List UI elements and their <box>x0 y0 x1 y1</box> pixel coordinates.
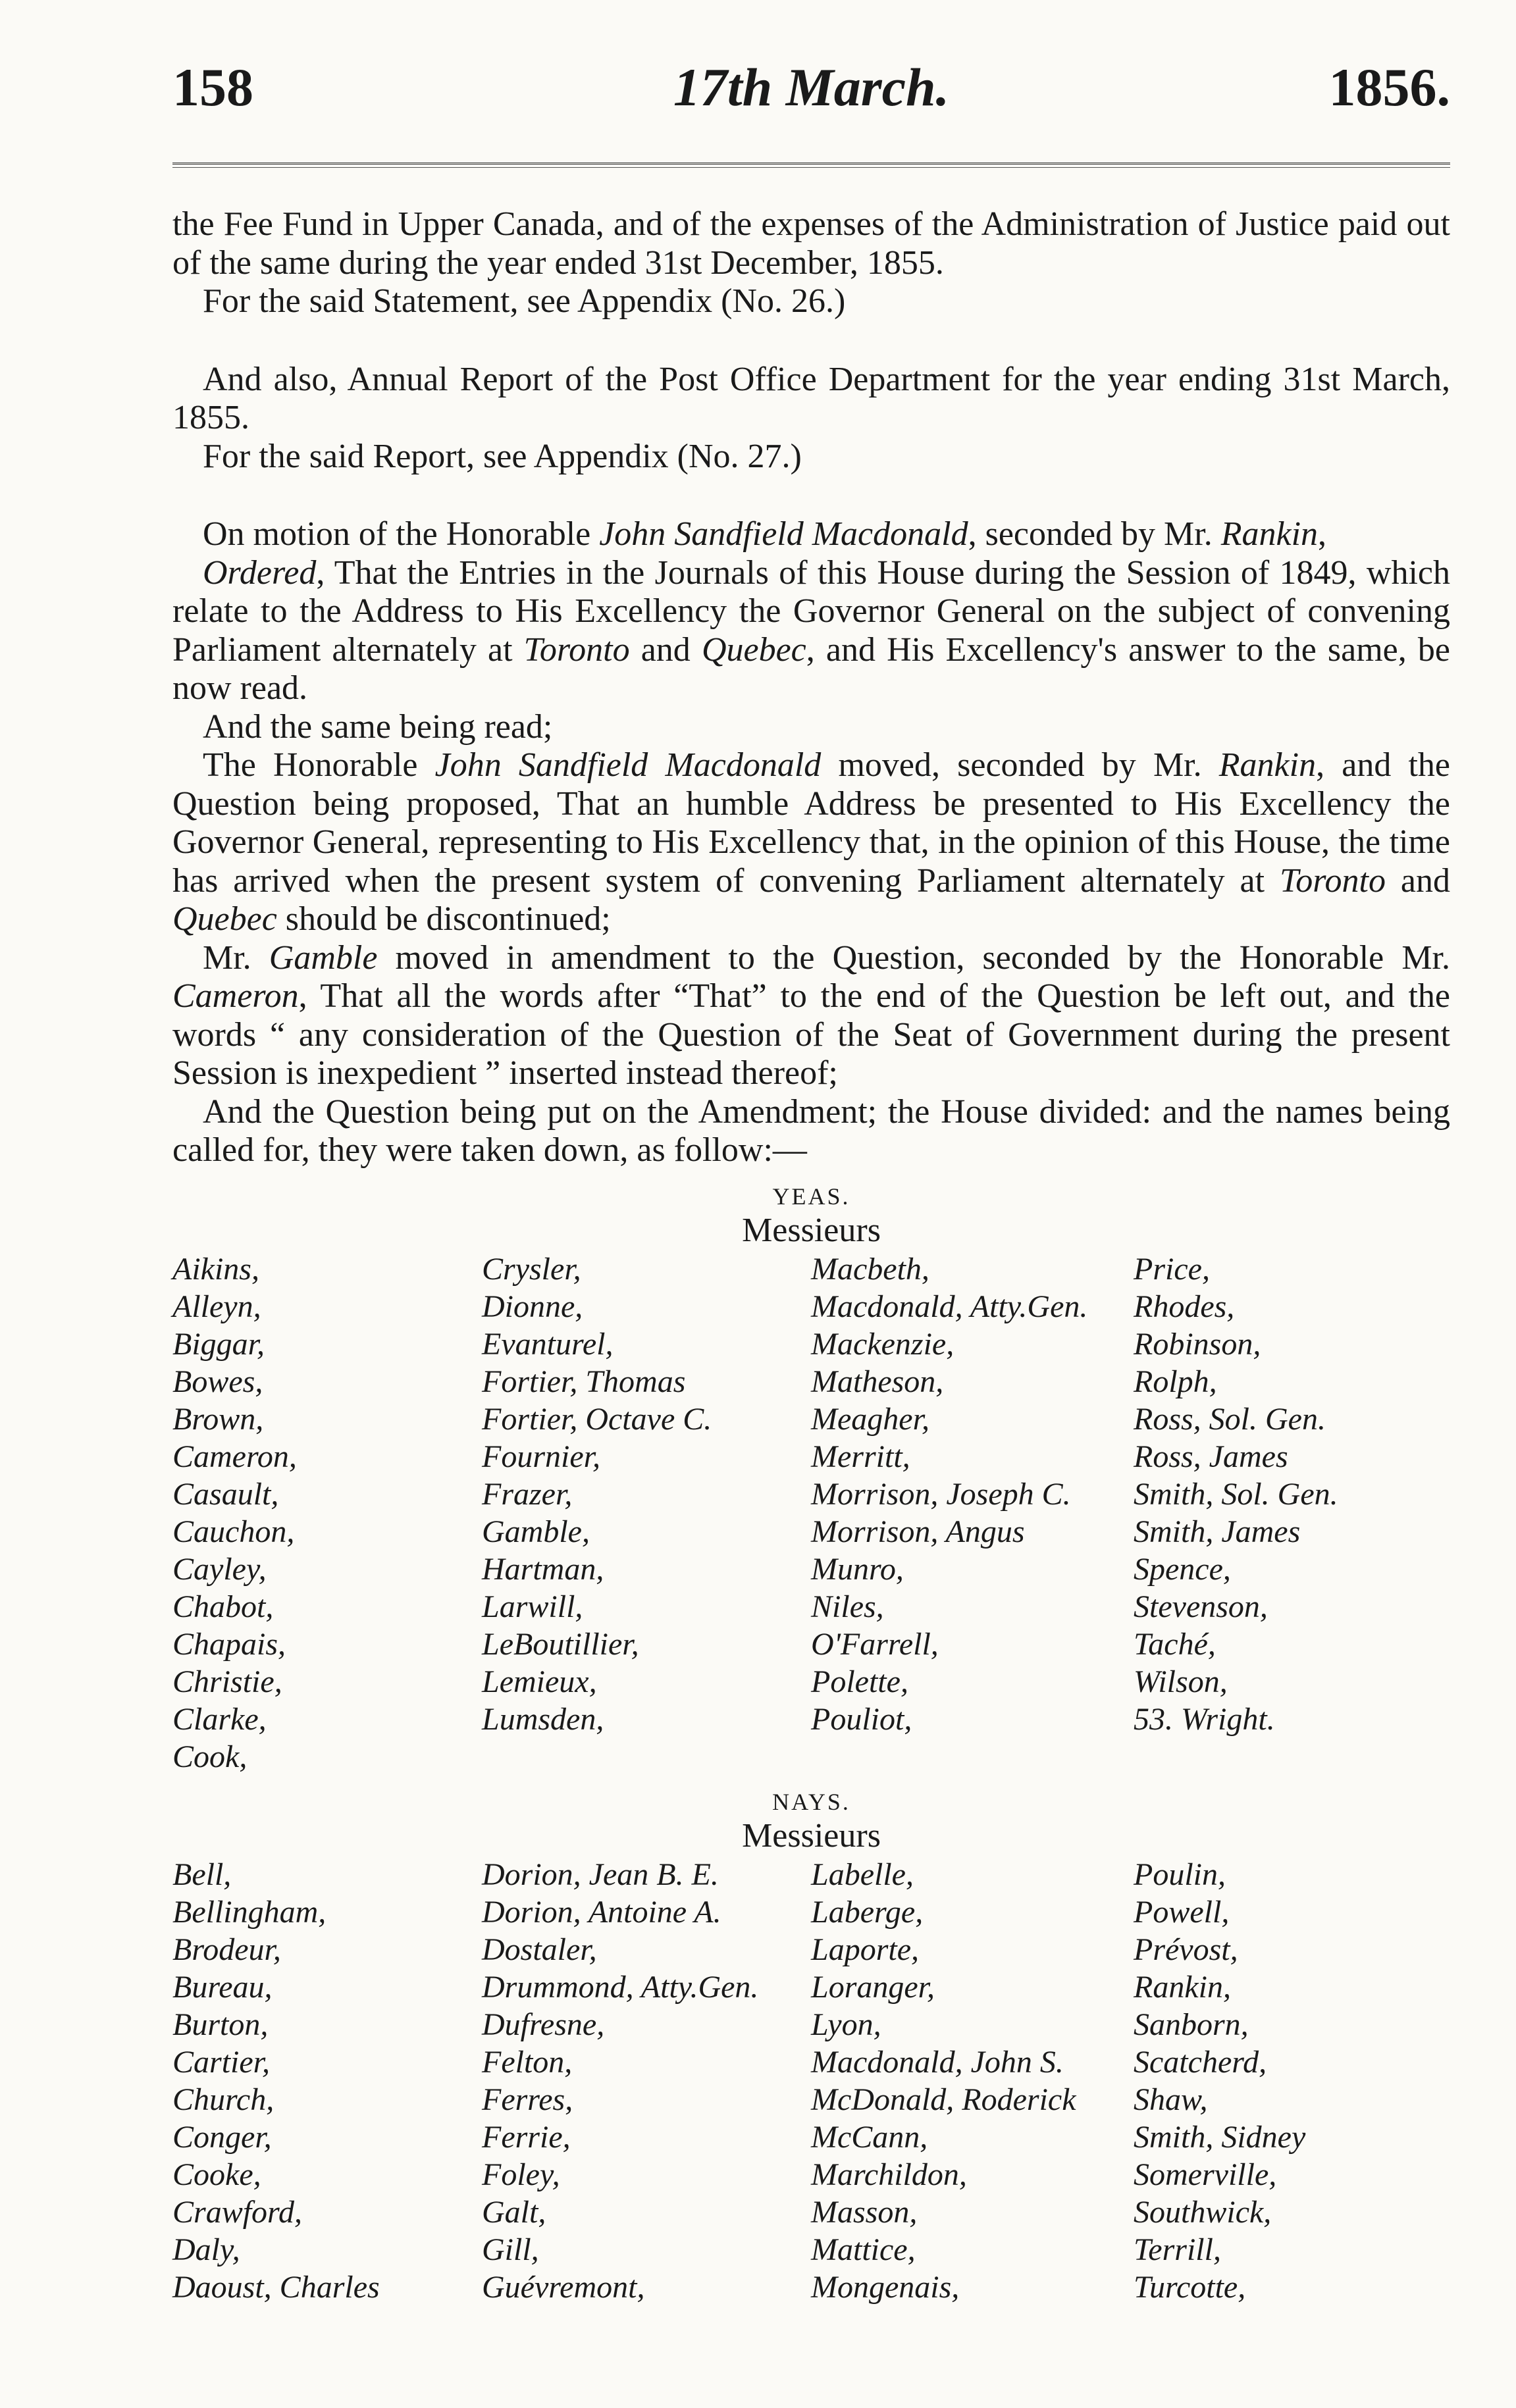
member-name: Crysler, <box>482 1251 581 1287</box>
member-name: Marchildon, <box>811 2157 967 2192</box>
member-name: Masson, <box>811 2194 918 2230</box>
member-name: McCann, <box>811 2119 928 2155</box>
member-name: Gamble, <box>482 1514 590 1549</box>
member-name: Munro, <box>811 1551 904 1587</box>
paragraph: Ordered, That the Entries in the Journals of this House during the Session of 1849, which relate to the Address to His Excellency the Governor General on the subject of convening Parliament alternately at Toronto and Quebec, and His Excellency's answer to the same, be now read. <box>172 553 1450 707</box>
member-name: Pouliot, <box>811 1701 912 1737</box>
member-name: Laporte, <box>811 1932 920 1967</box>
paragraph: The Honorable John Sandfield Macdonald moved, seconded by Mr. Rankin, and the Question being proposed, That an humble Address be presented to His Excellency the Governor General, representing to His Excellency that, in the opinion of this House, the time has arrived when the present system of convening Parliament alternately at Toronto and Quebec should be discontinued; <box>172 746 1450 938</box>
member-name: Cameron, <box>172 1439 297 1474</box>
member-name: Ferres, <box>482 2082 573 2117</box>
member-name: Dufresne, <box>482 2007 605 2042</box>
body-text <box>172 205 1450 2306</box>
member-name: Labelle, <box>811 1857 914 1892</box>
member-name: Morrison, Joseph C. <box>811 1476 1071 1512</box>
paragraph: For the said Report, see Appendix (No. 27.) <box>203 437 802 475</box>
member-name: Cook, <box>172 1739 248 1774</box>
page-number: 158 <box>172 57 253 117</box>
member-name: Casault, <box>172 1476 279 1512</box>
member-name: Evanturel, <box>482 1326 614 1362</box>
member-name: Laberge, <box>811 1894 924 1930</box>
member-name: Dorion, Jean B. E. <box>482 1857 719 1892</box>
member-name: Biggar, <box>172 1326 265 1362</box>
member-name: Bowes, <box>172 1364 263 1399</box>
nays-messieurs: Messieurs <box>742 1816 881 1855</box>
member-name: Christie, <box>172 1664 282 1699</box>
nays-list <box>172 1856 1450 2306</box>
member-name: Felton, <box>482 2044 573 2080</box>
yeas-heading: YEAS. <box>772 1183 850 1210</box>
member-name: Ross, James <box>1134 1439 1288 1474</box>
member-name: Taché, <box>1134 1626 1216 1662</box>
member-name: Fortier, Octave C. <box>482 1401 712 1437</box>
member-name: Cartier, <box>172 2044 271 2080</box>
member-name: Clarke, <box>172 1701 267 1737</box>
member-name <box>811 1738 1134 1776</box>
member-name: Turcotte, <box>1134 2269 1246 2305</box>
member-name: Brown, <box>172 1401 264 1437</box>
member-name: Stevenson, <box>1134 1589 1268 1624</box>
member-name: Matheson, <box>811 1364 944 1399</box>
member-name: Smith, Sidney <box>1134 2119 1306 2155</box>
member-name: Somerville, <box>1134 2157 1277 2192</box>
member-name: Scatcherd, <box>1134 2044 1267 2080</box>
member-name: Dostaler, <box>482 1932 597 1967</box>
member-name: Macbeth, <box>811 1251 929 1287</box>
member-name: Wilson, <box>1134 1664 1228 1699</box>
member-name: Loranger, <box>811 1969 935 2005</box>
member-name: Niles, <box>811 1589 884 1624</box>
member-name: Ross, Sol. Gen. <box>1134 1401 1326 1437</box>
member-name: Drummond, Atty.Gen. <box>482 1969 759 2005</box>
page-header <box>172 57 1450 129</box>
member-name: Lemieux, <box>482 1664 597 1699</box>
member-name: Guévremont, <box>482 2269 645 2305</box>
nays-heading: NAYS. <box>772 1788 850 1815</box>
member-name: Polette, <box>811 1664 908 1699</box>
member-name: McDonald, Roderick <box>811 2082 1076 2117</box>
member-name: Burton, <box>172 2007 269 2042</box>
member-name: Chapais, <box>172 1626 286 1662</box>
member-name: Ferrie, <box>482 2119 571 2155</box>
page-title: 17th March. <box>673 57 950 117</box>
member-name: Dionne, <box>482 1289 583 1324</box>
page-year: 1856. <box>1328 57 1450 117</box>
paragraph: For the said Statement, see Appendix (No. 26.) <box>203 282 846 320</box>
member-name: Chabot, <box>172 1589 274 1624</box>
member-name: Smith, James <box>1134 1514 1301 1549</box>
member-name: Foley, <box>482 2157 560 2192</box>
member-name: Lyon, <box>811 2007 881 2042</box>
member-name: Smith, Sol. Gen. <box>1134 1476 1338 1512</box>
member-name: Daoust, Charles <box>172 2269 380 2305</box>
member-name: Bureau, <box>172 1969 273 2005</box>
yeas-list <box>172 1250 1450 1776</box>
member-name: Lumsden, <box>482 1701 604 1737</box>
paragraph: Mr. Gamble moved in amendment to the Question, seconded by the Honorable Mr. Cameron, That all the words after “That” to the end of the Question be left out, and the words “ any consideration of the Question of the Seat of Government during the present Session is inexpedient ” inserted instead thereof; <box>172 938 1450 1092</box>
member-name: Spence, <box>1134 1551 1231 1587</box>
member-name: Meagher, <box>811 1401 929 1437</box>
member-name: Macdonald, Atty.Gen. <box>811 1289 1088 1324</box>
member-name: Powell, <box>1134 1894 1230 1930</box>
member-name: Alleyn, <box>172 1289 261 1324</box>
member-name: Terrill, <box>1134 2232 1221 2267</box>
member-name: Sanborn, <box>1134 2007 1249 2042</box>
member-name <box>482 1738 811 1776</box>
member-name: Fournier, <box>482 1439 600 1474</box>
member-name: Conger, <box>172 2119 272 2155</box>
member-name: Mongenais, <box>811 2269 960 2305</box>
member-name: Larwill, <box>482 1589 583 1624</box>
member-name: Fortier, Thomas <box>482 1364 686 1399</box>
member-name: Robinson, <box>1134 1326 1261 1362</box>
member-name: Southwick, <box>1134 2194 1272 2230</box>
member-name: Dorion, Antoine A. <box>482 1894 721 1930</box>
member-name: Cayley, <box>172 1551 267 1587</box>
member-name: Mattice, <box>811 2232 916 2267</box>
member-name: Aikins, <box>172 1251 259 1287</box>
member-name: Mackenzie, <box>811 1326 954 1362</box>
member-name: Galt, <box>482 2194 546 2230</box>
member-name: Poulin, <box>1134 1857 1226 1892</box>
member-name: Merritt, <box>811 1439 910 1474</box>
member-name: Crawford, <box>172 2194 302 2230</box>
header-rule <box>172 163 1450 168</box>
paragraph: On motion of the Honorable John Sandfield Macdonald, seconded by Mr. Rankin, <box>203 515 1327 553</box>
member-name: Hartman, <box>482 1551 604 1587</box>
member-name: Church, <box>172 2082 274 2117</box>
member-name: LeBoutillier, <box>482 1626 639 1662</box>
paragraph: the Fee Fund in Upper Canada, and of the expenses of the Administration of Justice paid out of the same during the year ended 31st December, 1855. <box>172 205 1450 282</box>
member-name: Shaw, <box>1134 2082 1208 2117</box>
member-name: 53. Wright. <box>1134 1701 1275 1737</box>
member-name: Bellingham, <box>172 1894 327 1930</box>
member-name: Daly, <box>172 2232 240 2267</box>
paragraph: And also, Annual Report of the Post Office Department for the year ending 31st March, 1855. <box>172 360 1450 436</box>
member-name: Cauchon, <box>172 1514 295 1549</box>
member-name: O'Farrell, <box>811 1626 939 1662</box>
yeas-messieurs: Messieurs <box>742 1211 881 1249</box>
member-name: Rhodes, <box>1134 1289 1235 1324</box>
member-name: Brodeur, <box>172 1932 281 1967</box>
member-name <box>1134 1738 1450 1776</box>
paragraph: And the same being read; <box>203 707 553 746</box>
member-name: Cooke, <box>172 2157 261 2192</box>
member-name: Morrison, Angus <box>811 1514 1025 1549</box>
member-name: Macdonald, John S. <box>811 2044 1064 2080</box>
member-name: Gill, <box>482 2232 539 2267</box>
member-name: Price, <box>1134 1251 1210 1287</box>
paragraph: And the Question being put on the Amendment; the House divided: and the names being called for, they were taken down, as follow:— <box>172 1092 1450 1169</box>
member-name: Bell, <box>172 1857 232 1892</box>
member-name: Rolph, <box>1134 1364 1217 1399</box>
member-name: Prévost, <box>1134 1932 1238 1967</box>
member-name: Frazer, <box>482 1476 573 1512</box>
member-name: Rankin, <box>1134 1969 1231 2005</box>
